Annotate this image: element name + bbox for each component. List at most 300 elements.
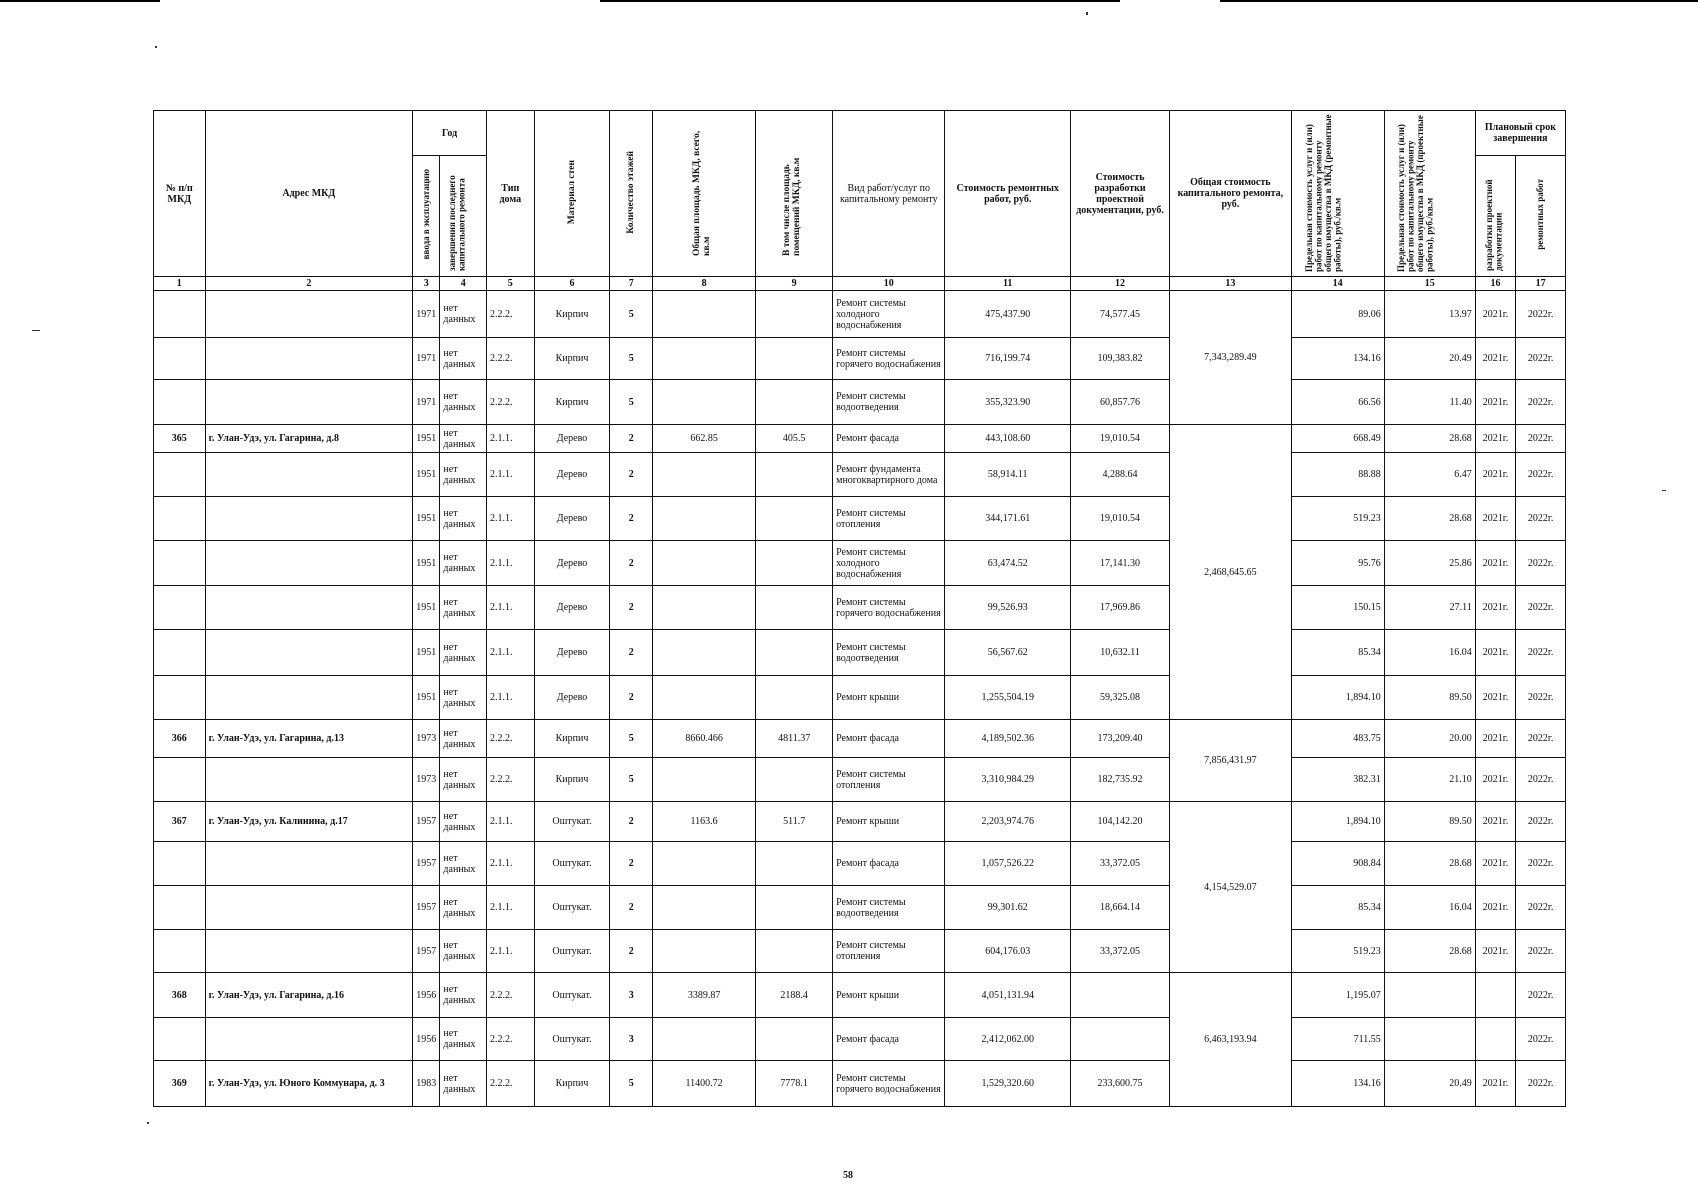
- row-design-cost: 109,383.82: [1070, 338, 1169, 380]
- header-year-group: Год: [413, 111, 487, 156]
- row-number: 365: [154, 425, 206, 453]
- column-number: 6: [534, 277, 610, 291]
- row-address: [205, 380, 412, 425]
- row-wall-material: Дерево: [534, 497, 610, 541]
- row-repair-cost: 1,057,526.22: [945, 842, 1071, 886]
- row-house-type: 2.2.2.: [486, 720, 534, 758]
- row-premises-area: [756, 380, 833, 425]
- row-term-design: 2021г.: [1475, 338, 1515, 380]
- column-number: 16: [1475, 277, 1515, 291]
- row-term-repair: 2022г.: [1516, 630, 1566, 676]
- column-number: 4: [440, 277, 487, 291]
- row-limit-repair: 1,894.10: [1291, 802, 1384, 842]
- row-limit-repair: 85.34: [1291, 886, 1384, 930]
- header-last-repair-year: завершения последнего капитального ремонта: [440, 156, 487, 277]
- row-wall-material: Дерево: [534, 630, 610, 676]
- row-total-cost: 2,468,645.65: [1170, 425, 1291, 720]
- row-design-cost: 104,142.20: [1070, 802, 1169, 842]
- row-limit-design: 28.68: [1384, 930, 1475, 973]
- row-last-repair: нет данных: [440, 1061, 487, 1107]
- row-work-type: Ремонт системы отопления: [833, 497, 945, 541]
- row-limit-design: 28.68: [1384, 497, 1475, 541]
- row-house-type: 2.2.2.: [486, 380, 534, 425]
- row-term-design: [1475, 1018, 1515, 1061]
- header-wall-material: Материал стен: [534, 111, 610, 277]
- row-term-repair: 2022г.: [1516, 291, 1566, 338]
- row-total-area: [652, 338, 755, 380]
- row-total-area: [652, 453, 755, 497]
- row-design-cost: 19,010.54: [1070, 497, 1169, 541]
- row-house-type: 2.1.1.: [486, 930, 534, 973]
- row-limit-repair: 1,894.10: [1291, 676, 1384, 720]
- row-total-area: [652, 842, 755, 886]
- row-term-repair: 2022г.: [1516, 930, 1566, 973]
- row-floors: 2: [610, 802, 653, 842]
- row-limit-design: 27.11: [1384, 586, 1475, 630]
- row-house-type: 2.2.2.: [486, 1061, 534, 1107]
- row-total-area: [652, 586, 755, 630]
- row-wall-material: Дерево: [534, 676, 610, 720]
- row-floors: 2: [610, 930, 653, 973]
- row-repair-cost: 1,529,320.60: [945, 1061, 1071, 1107]
- row-repair-cost: 604,176.03: [945, 930, 1071, 973]
- row-address: [205, 676, 412, 720]
- row-repair-cost: 99,301.62: [945, 886, 1071, 930]
- row-house-type: 2.1.1.: [486, 630, 534, 676]
- row-number: [154, 1018, 206, 1061]
- header-total-area: Общая площадь МКД, всего, кв.м: [652, 111, 755, 277]
- row-term-design: 2021г.: [1475, 676, 1515, 720]
- row-limit-design: 21.10: [1384, 758, 1475, 802]
- row-house-type: 2.1.1.: [486, 586, 534, 630]
- table-row: [154, 586, 1566, 630]
- row-term-repair: 2022г.: [1516, 758, 1566, 802]
- row-limit-design: 28.68: [1384, 425, 1475, 453]
- row-commission-year: 1951: [413, 586, 440, 630]
- row-last-repair: нет данных: [440, 586, 487, 630]
- row-commission-year: 1973: [413, 758, 440, 802]
- table-row: [154, 886, 1566, 930]
- row-premises-area: [756, 676, 833, 720]
- row-term-design: 2021г.: [1475, 802, 1515, 842]
- row-last-repair: нет данных: [440, 1018, 487, 1061]
- row-work-type: Ремонт крыши: [833, 802, 945, 842]
- row-total-cost: 7,856,431.97: [1170, 720, 1291, 802]
- row-house-type: 2.1.1.: [486, 886, 534, 930]
- row-design-cost: 18,664.14: [1070, 886, 1169, 930]
- row-repair-cost: 56,567.62: [945, 630, 1071, 676]
- row-term-repair: 2022г.: [1516, 541, 1566, 586]
- row-repair-cost: 99,526.93: [945, 586, 1071, 630]
- row-term-repair: 2022г.: [1516, 802, 1566, 842]
- row-house-type: 2.1.1.: [486, 453, 534, 497]
- row-limit-design: 89.50: [1384, 676, 1475, 720]
- row-number: 369: [154, 1061, 206, 1107]
- row-work-type: Ремонт системы отопления: [833, 758, 945, 802]
- row-floors: 5: [610, 1061, 653, 1107]
- header-commission-year: ввода в эксплуатацию: [413, 156, 440, 277]
- row-limit-repair: 150.15: [1291, 586, 1384, 630]
- header-term-group: Плановый срок завершения: [1475, 111, 1565, 156]
- row-work-type: Ремонт крыши: [833, 973, 945, 1018]
- row-floors: 2: [610, 842, 653, 886]
- column-number: 15: [1384, 277, 1475, 291]
- row-number: [154, 842, 206, 886]
- row-number: [154, 886, 206, 930]
- row-repair-cost: 716,199.74: [945, 338, 1071, 380]
- row-total-cost: 6,463,193.94: [1170, 973, 1291, 1107]
- row-house-type: 2.2.2.: [486, 291, 534, 338]
- row-repair-cost: 2,412,062.00: [945, 1018, 1071, 1061]
- row-total-area: 8660.466: [652, 720, 755, 758]
- row-limit-repair: 483.75: [1291, 720, 1384, 758]
- row-commission-year: 1951: [413, 676, 440, 720]
- row-repair-cost: 443,108.60: [945, 425, 1071, 453]
- row-design-cost: 17,141.30: [1070, 541, 1169, 586]
- row-premises-area: [756, 630, 833, 676]
- row-repair-cost: 1,255,504.19: [945, 676, 1071, 720]
- row-address: [205, 1018, 412, 1061]
- row-premises-area: [756, 842, 833, 886]
- row-work-type: Ремонт системы горячего водоснабжения: [833, 1061, 945, 1107]
- row-address: [205, 758, 412, 802]
- row-repair-cost: 4,051,131.94: [945, 973, 1071, 1018]
- row-last-repair: нет данных: [440, 630, 487, 676]
- column-number: 14: [1291, 277, 1384, 291]
- row-design-cost: 173,209.40: [1070, 720, 1169, 758]
- row-last-repair: нет данных: [440, 720, 487, 758]
- row-address: [205, 586, 412, 630]
- row-last-repair: нет данных: [440, 541, 487, 586]
- row-house-type: 2.1.1.: [486, 842, 534, 886]
- row-wall-material: Кирпич: [534, 291, 610, 338]
- column-number: 12: [1070, 277, 1169, 291]
- header-term-repair: ремонтных работ: [1516, 156, 1566, 277]
- column-number: 2: [205, 277, 412, 291]
- column-number: 13: [1170, 277, 1291, 291]
- row-design-cost: 74,577.45: [1070, 291, 1169, 338]
- row-floors: 2: [610, 586, 653, 630]
- row-design-cost: 60,857.76: [1070, 380, 1169, 425]
- row-total-cost: 7,343,289.49: [1170, 291, 1291, 425]
- row-total-area: [652, 541, 755, 586]
- row-premises-area: [756, 453, 833, 497]
- row-total-area: [652, 630, 755, 676]
- row-term-design: 2021г.: [1475, 720, 1515, 758]
- table-row: [154, 973, 1566, 1018]
- row-premises-area: 2188.4: [756, 973, 833, 1018]
- table-row: [154, 453, 1566, 497]
- table-row: [154, 676, 1566, 720]
- row-number: [154, 586, 206, 630]
- row-work-type: Ремонт фасада: [833, 842, 945, 886]
- row-address: г. Улан-Удэ, ул. Гагарина, д.13: [205, 720, 412, 758]
- row-house-type: 2.2.2.: [486, 973, 534, 1018]
- row-wall-material: Кирпич: [534, 1061, 610, 1107]
- column-number: 3: [413, 277, 440, 291]
- row-address: г. Улан-Удэ, ул. Юного Коммунара, д. 3: [205, 1061, 412, 1107]
- row-last-repair: нет данных: [440, 497, 487, 541]
- row-wall-material: Оштукат.: [534, 930, 610, 973]
- row-limit-design: 20.00: [1384, 720, 1475, 758]
- row-term-design: 2021г.: [1475, 541, 1515, 586]
- row-work-type: Ремонт системы холодного водоснабжения: [833, 291, 945, 338]
- row-last-repair: нет данных: [440, 758, 487, 802]
- row-wall-material: Дерево: [534, 586, 610, 630]
- table-row: [154, 497, 1566, 541]
- row-floors: 2: [610, 886, 653, 930]
- row-repair-cost: 58,914.11: [945, 453, 1071, 497]
- row-last-repair: нет данных: [440, 453, 487, 497]
- table-row: [154, 338, 1566, 380]
- row-commission-year: 1956: [413, 1018, 440, 1061]
- row-address: г. Улан-Удэ, ул. Гагарина, д.16: [205, 973, 412, 1018]
- column-number: 1: [154, 277, 206, 291]
- row-total-area: 3389.87: [652, 973, 755, 1018]
- row-house-type: 2.1.1.: [486, 676, 534, 720]
- row-repair-cost: 3,310,984.29: [945, 758, 1071, 802]
- row-total-area: 1163.6: [652, 802, 755, 842]
- row-limit-repair: 134.16: [1291, 1061, 1384, 1107]
- column-number-row: [154, 277, 1566, 291]
- row-last-repair: нет данных: [440, 676, 487, 720]
- table-row: [154, 291, 1566, 338]
- row-wall-material: Оштукат.: [534, 1018, 610, 1061]
- row-work-type: Ремонт системы водоотведения: [833, 380, 945, 425]
- table-row: [154, 380, 1566, 425]
- row-premises-area: [756, 586, 833, 630]
- row-house-type: 2.1.1.: [486, 497, 534, 541]
- column-number: 8: [652, 277, 755, 291]
- row-total-area: [652, 497, 755, 541]
- row-design-cost: 59,325.08: [1070, 676, 1169, 720]
- row-limit-repair: 85.34: [1291, 630, 1384, 676]
- row-limit-repair: 519.23: [1291, 930, 1384, 973]
- table-row: [154, 1061, 1566, 1107]
- row-work-type: Ремонт фасада: [833, 720, 945, 758]
- row-limit-repair: 382.31: [1291, 758, 1384, 802]
- row-work-type: Ремонт системы горячего водоснабжения: [833, 338, 945, 380]
- row-work-type: Ремонт системы горячего водоснабжения: [833, 586, 945, 630]
- row-commission-year: 1951: [413, 425, 440, 453]
- row-floors: 2: [610, 676, 653, 720]
- row-address: г. Улан-Удэ, ул. Калинина, д.17: [205, 802, 412, 842]
- row-limit-repair: 89.06: [1291, 291, 1384, 338]
- row-limit-design: 28.68: [1384, 842, 1475, 886]
- row-repair-cost: 475,437.90: [945, 291, 1071, 338]
- row-total-area: [652, 676, 755, 720]
- row-limit-repair: 134.16: [1291, 338, 1384, 380]
- row-work-type: Ремонт фасада: [833, 425, 945, 453]
- row-repair-cost: 355,323.90: [945, 380, 1071, 425]
- row-limit-repair: 1,195.07: [1291, 973, 1384, 1018]
- table-row: [154, 802, 1566, 842]
- header-repair-cost: Стоимость ремонтных работ, руб.: [945, 111, 1071, 277]
- row-premises-area: 511.7: [756, 802, 833, 842]
- row-commission-year: 1973: [413, 720, 440, 758]
- row-limit-design: 20.49: [1384, 338, 1475, 380]
- row-design-cost: 4,288.64: [1070, 453, 1169, 497]
- row-repair-cost: 2,203,974.76: [945, 802, 1071, 842]
- row-term-repair: 2022г.: [1516, 1061, 1566, 1107]
- table-row: [154, 720, 1566, 758]
- row-commission-year: 1971: [413, 380, 440, 425]
- page-number: 58: [843, 1170, 853, 1181]
- row-last-repair: нет данных: [440, 425, 487, 453]
- header-number: № п/п МКД: [154, 111, 206, 277]
- row-wall-material: Оштукат.: [534, 842, 610, 886]
- row-address: [205, 338, 412, 380]
- row-limit-repair: 88.88: [1291, 453, 1384, 497]
- row-limit-design: [1384, 1018, 1475, 1061]
- row-term-design: 2021г.: [1475, 291, 1515, 338]
- row-house-type: 2.2.2.: [486, 758, 534, 802]
- row-premises-area: [756, 886, 833, 930]
- table-row: [154, 630, 1566, 676]
- row-premises-area: 405.5: [756, 425, 833, 453]
- row-premises-area: [756, 930, 833, 973]
- row-limit-design: 89.50: [1384, 802, 1475, 842]
- row-work-type: Ремонт системы холодного водоснабжения: [833, 541, 945, 586]
- header-address: Адрес МКД: [205, 111, 412, 277]
- header-limit-design: Предельная стоимость услуг и (или) работ по капитальному ремонту общего имущества в МКД (проектные работы), руб./кв.м: [1384, 111, 1475, 277]
- row-repair-cost: 344,171.61: [945, 497, 1071, 541]
- row-work-type: Ремонт фундамента многоквартирного дома: [833, 453, 945, 497]
- row-repair-cost: 63,474.52: [945, 541, 1071, 586]
- row-house-type: 2.2.2.: [486, 1018, 534, 1061]
- row-address: [205, 886, 412, 930]
- row-floors: 5: [610, 720, 653, 758]
- row-floors: 5: [610, 758, 653, 802]
- row-limit-repair: 908.84: [1291, 842, 1384, 886]
- row-wall-material: Дерево: [534, 541, 610, 586]
- row-limit-design: 16.04: [1384, 886, 1475, 930]
- column-number: 10: [833, 277, 945, 291]
- row-last-repair: нет данных: [440, 802, 487, 842]
- row-address: [205, 541, 412, 586]
- row-term-design: 2021г.: [1475, 453, 1515, 497]
- row-premises-area: [756, 291, 833, 338]
- row-work-type: Ремонт фасада: [833, 1018, 945, 1061]
- column-number: 17: [1516, 277, 1566, 291]
- row-number: 366: [154, 720, 206, 758]
- row-commission-year: 1951: [413, 497, 440, 541]
- row-number: [154, 541, 206, 586]
- row-number: [154, 630, 206, 676]
- row-last-repair: нет данных: [440, 338, 487, 380]
- row-commission-year: 1957: [413, 930, 440, 973]
- row-term-design: 2021г.: [1475, 758, 1515, 802]
- row-premises-area: [756, 338, 833, 380]
- capital-repair-table: [153, 110, 1566, 1107]
- row-last-repair: нет данных: [440, 930, 487, 973]
- column-number: 9: [756, 277, 833, 291]
- row-total-area: [652, 291, 755, 338]
- row-limit-design: 25.86: [1384, 541, 1475, 586]
- row-premises-area: [756, 758, 833, 802]
- row-address: [205, 453, 412, 497]
- row-limit-design: 11.40: [1384, 380, 1475, 425]
- row-floors: 2: [610, 497, 653, 541]
- row-last-repair: нет данных: [440, 380, 487, 425]
- row-total-cost: 4,154,529.07: [1170, 802, 1291, 973]
- row-commission-year: 1951: [413, 541, 440, 586]
- row-number: [154, 380, 206, 425]
- row-address: [205, 497, 412, 541]
- row-house-type: 2.1.1.: [486, 802, 534, 842]
- row-limit-design: 6.47: [1384, 453, 1475, 497]
- header-floors: Количество этажей: [610, 111, 653, 277]
- row-floors: 2: [610, 425, 653, 453]
- row-total-area: [652, 886, 755, 930]
- row-limit-repair: 66.56: [1291, 380, 1384, 425]
- row-last-repair: нет данных: [440, 842, 487, 886]
- row-address: [205, 630, 412, 676]
- row-number: 368: [154, 973, 206, 1018]
- row-number: [154, 453, 206, 497]
- row-term-repair: 2022г.: [1516, 586, 1566, 630]
- row-work-type: Ремонт системы водоотведения: [833, 630, 945, 676]
- header-house-type: Тип дома: [486, 111, 534, 277]
- row-last-repair: нет данных: [440, 973, 487, 1018]
- column-number: 7: [610, 277, 653, 291]
- row-limit-design: 20.49: [1384, 1061, 1475, 1107]
- row-commission-year: 1951: [413, 630, 440, 676]
- table-row: [154, 930, 1566, 973]
- row-wall-material: Кирпич: [534, 338, 610, 380]
- row-limit-design: [1384, 973, 1475, 1018]
- row-floors: 3: [610, 973, 653, 1018]
- row-work-type: Ремонт системы отопления: [833, 930, 945, 973]
- row-term-repair: 2022г.: [1516, 380, 1566, 425]
- row-wall-material: Оштукат.: [534, 886, 610, 930]
- row-floors: 5: [610, 291, 653, 338]
- row-design-cost: 10,632.11: [1070, 630, 1169, 676]
- row-term-repair: 2022г.: [1516, 676, 1566, 720]
- row-term-design: 2021г.: [1475, 380, 1515, 425]
- row-address: [205, 842, 412, 886]
- row-address: [205, 291, 412, 338]
- row-number: [154, 930, 206, 973]
- row-limit-repair: 95.76: [1291, 541, 1384, 586]
- row-wall-material: Кирпич: [534, 758, 610, 802]
- row-address: [205, 930, 412, 973]
- row-floors: 3: [610, 1018, 653, 1061]
- row-limit-repair: 668.49: [1291, 425, 1384, 453]
- row-wall-material: Оштукат.: [534, 802, 610, 842]
- row-total-area: 662.85: [652, 425, 755, 453]
- row-last-repair: нет данных: [440, 886, 487, 930]
- row-premises-area: 4811.37: [756, 720, 833, 758]
- column-number: 5: [486, 277, 534, 291]
- row-term-design: 2021г.: [1475, 425, 1515, 453]
- row-floors: 5: [610, 380, 653, 425]
- row-term-repair: 2022г.: [1516, 497, 1566, 541]
- header-premises-area: В том числе площадь помещений МКД, кв.м: [756, 111, 833, 277]
- row-term-repair: 2022г.: [1516, 973, 1566, 1018]
- row-design-cost: [1070, 1018, 1169, 1061]
- table-row: [154, 758, 1566, 802]
- table-row: [154, 842, 1566, 886]
- row-term-repair: 2022г.: [1516, 425, 1566, 453]
- row-commission-year: 1957: [413, 886, 440, 930]
- row-commission-year: 1957: [413, 842, 440, 886]
- row-design-cost: 19,010.54: [1070, 425, 1169, 453]
- row-commission-year: 1983: [413, 1061, 440, 1107]
- table-row: [154, 425, 1566, 453]
- row-work-type: Ремонт системы водоотведения: [833, 886, 945, 930]
- header-work-type: Вид работ/услуг по капитальному ремонту: [833, 111, 945, 277]
